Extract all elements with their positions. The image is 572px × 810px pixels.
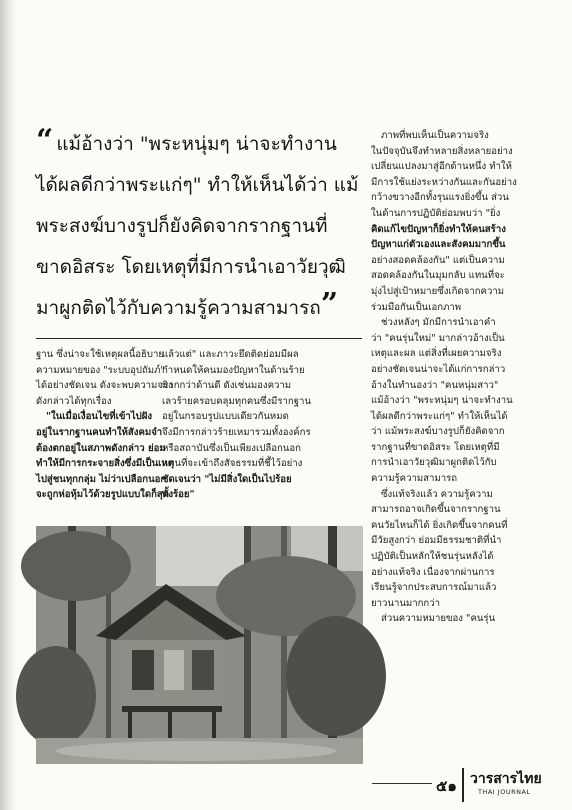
text-line: อย่างแท้จริง เนื่องจากผ่านการ [371,566,495,578]
text-line: ความหมายของ "ระบบอุปถัมภ์" [36,364,165,376]
pull-quote-line: ขาดอิสระ โดยเหตุที่มีการนำเอาวัยวุฒิ [36,256,346,278]
text-line: รากฐานที่ขาดอิสระ โดยเหตุที่มี [371,441,500,453]
page-binding-shadow [0,0,16,810]
text-line: สอดคล้องกันในมุมกลับ แทนที่จะ [371,270,505,282]
text-line: คนวัยไหนก็ได้ ยิ่งเกิดขึ้นจากคนที่ [371,519,508,531]
text-line: เหตุและผล แต่สิ่งที่เผยความจริง [371,348,502,360]
text-line: ยาวนานมากกว่า [371,597,441,609]
text-line: เลวร้ายครอบคลุมทุกคนซึ่งมีรากฐาน [162,395,311,407]
text-line: การนำเอาวัยวุฒิมาผูกติดไว้กับ [371,457,497,469]
text-line: มากกว่าด้านดี ดังเช่นมองความ [162,380,292,392]
text-line: หรือสถาบันซึ่งเป็นเพียงเปลือกนอก [162,442,301,454]
text-line: ซึ่งแท้จริงแล้ว ความรู้ความ [381,488,493,500]
text-line: ฐาน ซึ่งน่าจะใช้เหตุผลนี้อธิบาย [36,349,165,360]
text-line: ช่วงหลังๆ มักมีการนำเอาคำ [381,317,496,329]
text-line: ร่วมมือกันเป็นเอกภาพ [371,301,462,313]
pull-quote-line: มาผูกติดไว้กับความรู้ความสามารถ” [36,287,336,322]
text-line: กำหนดให้คนมองปัญหาในด้านร้าย [162,364,305,376]
text-line: ในด้านการปฏิบัติย่อมพบว่า "ยิ่ง [371,207,501,219]
text-line: ความรู้ความสามารถ [371,473,458,485]
text-line: มีวัยสูงกว่า ย่อมมีธรรมชาติที่นำ [371,535,502,547]
open-quote-mark: “ [36,123,51,158]
text-line: ปฏิบัติเป็นหลักให้ชนรุ่นหลังได้ [371,551,494,563]
text-line: อยู่ในรากฐานคนทำให้สังคมจำ [36,426,163,438]
text-line: ต้องตกอยู่ในสภาพดังกล่าว ย่อม [36,442,166,454]
text-line: ได้ผลดีกว่าพระแก่ๆ" ทำให้เห็นได้ [371,410,508,422]
photo-forest-hut [36,526,363,764]
text-line: ภาพที่พบเห็นเป็นความจริง [381,130,489,141]
text-line: ในปัจจุบันจึงทำหลายสิ่งหลายอย่าง [371,145,513,157]
text-line: ทำให้มีการกระจายสิ่งซึ่งมีเป็นเหตุ [36,458,174,470]
text-line: เรียนรู้จากประสบการณ์มาแล้ว [371,582,497,594]
text-line: "ในเมื่อเงื่อนไขที่เข้าไปฝัง [46,411,153,423]
text-line: สามารถอาจเกิดขึ้นจากรากฐาน [371,504,501,516]
text-line: ว่า "คนรุ่นใหม่" มากล่าวอ้างเป็น [371,332,505,344]
pull-quote-line: ได้ผลดีกว่าพระแก่ๆ" ทำให้เห็นได้ว่า แม้ [36,174,359,196]
text-line: ไปสู่ชนทุกกลุ่ม ไม่ว่าเปลือกนอก [36,473,167,485]
close-quote-mark: ” [320,287,336,322]
footer-rule [372,783,432,784]
text-line: ดังกล่าวได้ทุกเรื่อง [36,395,112,407]
text-line: คิดแก้ไขปัญหาก็ยิ่งทำให้คนสร้าง [371,223,506,235]
text-line: แทนที่จะเข้าถึงสัจธรรมที่ชี้ไว้อย่าง [162,458,303,470]
magazine-masthead [462,768,554,802]
magazine-title: วารสารไทย [470,771,542,787]
text-line: มุ่งไปสู่เป้าหมายซึ่งเกิดจากความ [371,285,505,297]
text-line: ว่า แม้พระสงฆ์บางรูปก็ยังคิดจาก [371,426,505,438]
text-line: ได้อย่างชัดเจน ดังจะพบความจริง [36,380,173,392]
text-line: อย่างสอดคล้องกัน" แต่เป็นความ [371,254,505,266]
text-line: กว้างขวางอีกทั้งรุนแรงยิ่งขึ้น ส่วน [371,192,509,204]
text-line: ชัดเจนว่า "ไม่มีสิ่งใดเป็นไปร้อย [162,473,292,485]
page-number: ๕๑ [436,777,457,795]
pull-quote-line: “ แม้อ้างว่า "พระหนุ่มๆ น่าจะทำงาน [36,123,337,158]
text-line: ส่วนความหมายของ "คนรุ่น [381,613,496,625]
left-column [36,347,174,503]
text-line: อย่างชัดเจนน่าจะได้แก่การกล่าว [371,363,506,375]
text-line: มีการใช้แย่งระหว่างกันและกันอย่าง [371,176,517,188]
middle-column [162,347,362,503]
text-line: ปัญหาแก่ตัวเองและสังคมมากขึ้น [371,239,506,251]
text-line: จึงมีการกล่าวร้ายเหมารวมทั้งองค์กร [162,426,311,438]
text-line: อยู่ในกรอบรูปแบบเดียวกันหมด [162,411,289,423]
text-line: เปลี่ยนแปลงมาสู่อีกด้านหนึ่ง ทำให้ [371,161,512,173]
pull-quote-rule [36,338,362,339]
pull-quote-line: พระสงฆ์บางรูปก็ยังคิดจากรากฐานที่ [36,215,328,237]
text-line: ทั้งร้อย" [162,489,195,501]
magazine-subtitle: THAI JOURNAL [478,788,531,796]
text-line: แม้อ้างว่า "พระหนุ่มๆ น่าจะทำงาน [371,395,513,407]
pull-quote [36,124,366,329]
right-column [371,128,541,627]
text-line: แล้วแต่" และภาวะยึดติดย่อมมีผล [162,349,299,360]
text-line: อ้างในทำนองว่า "คนหนุ่มสาว" [371,379,499,391]
text-line: จะถูกห่อหุ้มไว้ด้วยรูปแบบใดก็สุด [36,489,169,501]
